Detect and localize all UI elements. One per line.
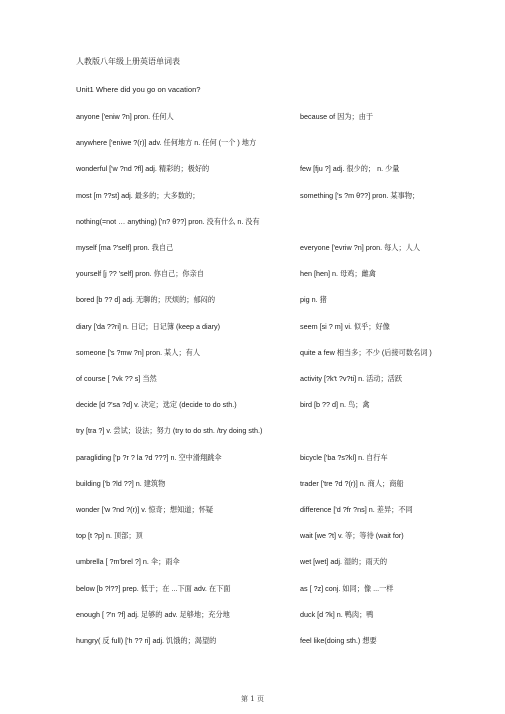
vocab-row	[76, 164, 436, 176]
vocab-row	[76, 217, 436, 229]
vocab-entry-left: decide [d ?'sa ?d] v. 决定；选定 (decide to do sth.)	[76, 400, 237, 410]
vocab-entry-right: few [fju ?] adj. 很少的； n. 少量	[300, 164, 400, 174]
vocab-entry-left: below [b ?l??] prep. 低于；在 ...下面 adv. 在下面	[76, 583, 231, 593]
vocab-row	[76, 112, 436, 124]
vocab-entry-right: quite a few 相当多；不少 (后接可数名词 )	[300, 347, 432, 357]
vocab-entry-left: of course [ ?vk ?? s] 当然	[76, 374, 157, 383]
vocab-entry-left: most [m ??st] adj. 最多的；大多数的；	[76, 190, 200, 200]
vocab-entry-left: umbrella [ ?m'brel ?] n. 伞；雨伞	[76, 557, 180, 567]
vocab-entry-left: hungry( 反 full) ['h ?? ri] adj. 饥饿的；渴望的	[76, 636, 217, 645]
vocab-row	[76, 295, 436, 307]
vocab-entry-right: wet [wet] adj. 湿的；雨天的	[300, 557, 388, 567]
vocab-row	[76, 322, 436, 334]
vocab-row	[76, 400, 436, 412]
vocab-entry-left: try [tra ?] v. 尝试；设法；努力 (try to do sth. /try doing sth.)	[76, 426, 263, 436]
vocab-entry-right: activity [?k't ?v?ti] n. 活动；活跃	[300, 374, 403, 383]
vocab-row	[76, 584, 436, 596]
vocab-entry-left: myself [ma ?'self] pron. 我自己	[76, 243, 174, 252]
vocab-entry-left: building ['b ?ld ??] n. 建筑物	[76, 478, 166, 488]
vocab-row	[76, 557, 436, 569]
document-title: 人教版八年级上册英语单词表	[76, 57, 180, 66]
vocab-entry-left: diary ['da ??ri] n. 日记；日记簿 (keep a diary)	[76, 321, 220, 331]
page-footer: 第 1 页	[241, 695, 264, 703]
vocab-entry-right: wait [we ?t] v. 等；等待 (wait for)	[300, 531, 404, 541]
vocab-entry-left: anywhere ['eniwe ?(r)] adv. 任何地方 n. 任何 (一个 ) 地方	[76, 138, 257, 148]
vocab-entry-left: enough [ ?'n ?f] adj. 足够的 adv. 足够地；充分地	[76, 609, 230, 619]
vocab-row	[76, 243, 436, 255]
vocab-entry-right: because of 因为；由于	[300, 112, 374, 121]
vocab-row	[76, 348, 436, 360]
vocab-row	[76, 531, 436, 543]
vocab-entry-left: nothing(=not … anything) ['n? θ??] pron. 没有什么 n. 没有	[76, 216, 260, 226]
vocab-entry-right: something ['s ?m θ??] pron. 某事物；	[300, 190, 420, 200]
vocab-entry-left: wonder ['w ?nd ?(r)] v. 惊奇；想知道；怀疑	[76, 505, 214, 514]
vocab-entry-right: difference ['d ?fr ?ns] n. 差异；不同	[300, 505, 413, 514]
vocab-entry-right: pig n. 猪	[300, 295, 327, 305]
vocab-row	[76, 505, 436, 517]
vocab-entry-right: as [ ?z] conj. 如同；像 ...一样	[300, 583, 394, 593]
vocab-row	[76, 191, 436, 203]
vocab-entry-left: bored [b ?? d] adj. 无聊的；厌烦的；郁闷的	[76, 295, 216, 305]
vocab-row	[76, 610, 436, 622]
vocab-entry-left: wonderful ['w ?nd ?fl] adj. 精彩的；极好的	[76, 164, 210, 174]
vocab-row	[76, 453, 436, 465]
vocab-entry-right: feel like(doing sth.) 想要	[300, 636, 377, 645]
vocab-entry-right: everyone ['evriw ?n] pron. 每人；人人	[300, 243, 421, 252]
vocab-entry-left: paragliding ['p ?r ? la ?d ???] n. 空中滑翔跳伞	[76, 452, 222, 462]
vocab-entry-right: trader ['tre ?d ?(r)] n. 商人；商船	[300, 478, 404, 488]
vocab-entry-left: yourself [j ?? 'self] pron. 你自己；你亲自	[76, 269, 204, 279]
unit-heading: Unit1 Where did you go on vacation?	[76, 85, 201, 94]
vocab-row	[76, 479, 436, 491]
vocab-entry-left: someone ['s ?mw ?n] pron. 某人；有人	[76, 347, 201, 357]
vocab-entry-left: top [t ?p] n. 顶部；顶	[76, 531, 143, 541]
vocab-row	[76, 636, 436, 648]
vocab-entry-right: bicycle ['ba ?s?kl] n. 自行车	[300, 452, 388, 462]
vocab-entry-right: hen [hen] n. 母鸡；雌禽	[300, 269, 376, 279]
vocab-row	[76, 374, 436, 386]
vocab-row	[76, 269, 436, 281]
vocab-entry-right: seem [si ? m] vi. 似乎；好像	[300, 321, 390, 331]
vocab-entry-right: duck [d ?k] n. 鸭肉；鸭	[300, 609, 374, 619]
vocab-entry-right: bird [b ?? d] n. 鸟；禽	[300, 400, 370, 410]
vocab-row	[76, 426, 436, 438]
vocab-entry-left: anyone ['eniw ?n] pron. 任何人	[76, 112, 174, 121]
vocab-row	[76, 138, 436, 150]
